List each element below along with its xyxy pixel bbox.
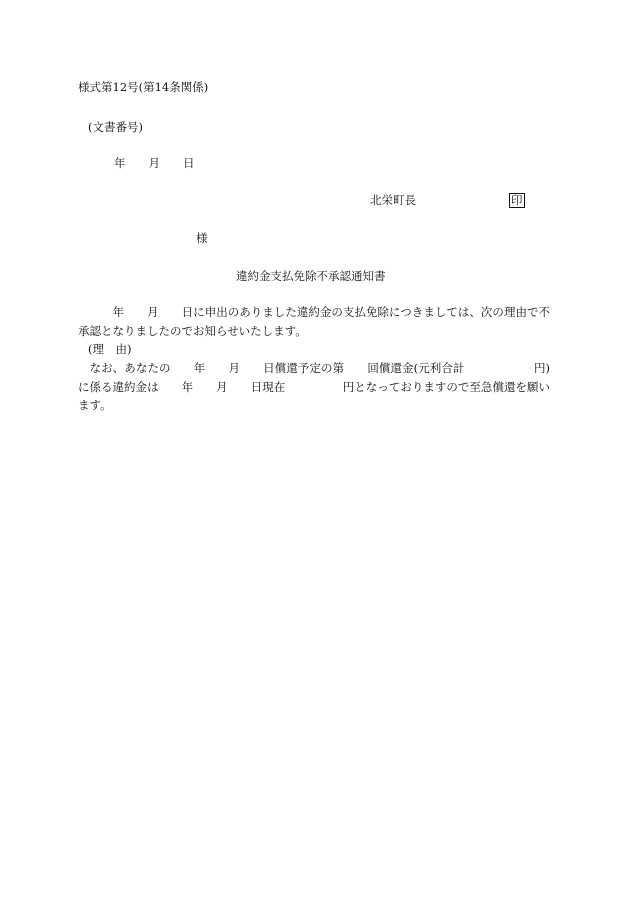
- body-paragraph: 年 月 日に申出のありました違約金の支払免除につきましては、次の理由で不承認となりましたのでお知らせいたします。: [78, 305, 550, 338]
- seal-text: 印: [511, 193, 523, 207]
- document-title: 違約金支払免除不承認通知書: [236, 269, 386, 283]
- addressee-suffix: 様: [196, 231, 208, 245]
- issuer-name: 北栄町長: [370, 193, 416, 207]
- reason-heading: (理 由): [88, 342, 132, 356]
- seal-mark: [509, 192, 525, 208]
- document-number: (文書番号): [88, 120, 143, 134]
- reason-paragraph: なお、あなたの 年 月 日償還予定の第 回償還金(元利合計 円)に係る違約金は 年 月 日現在 円となっておりますので至急償還を願います。: [78, 361, 550, 412]
- form-id: 様式第12号(第14条関係): [78, 80, 209, 94]
- date-line: 年 月 日: [114, 156, 195, 170]
